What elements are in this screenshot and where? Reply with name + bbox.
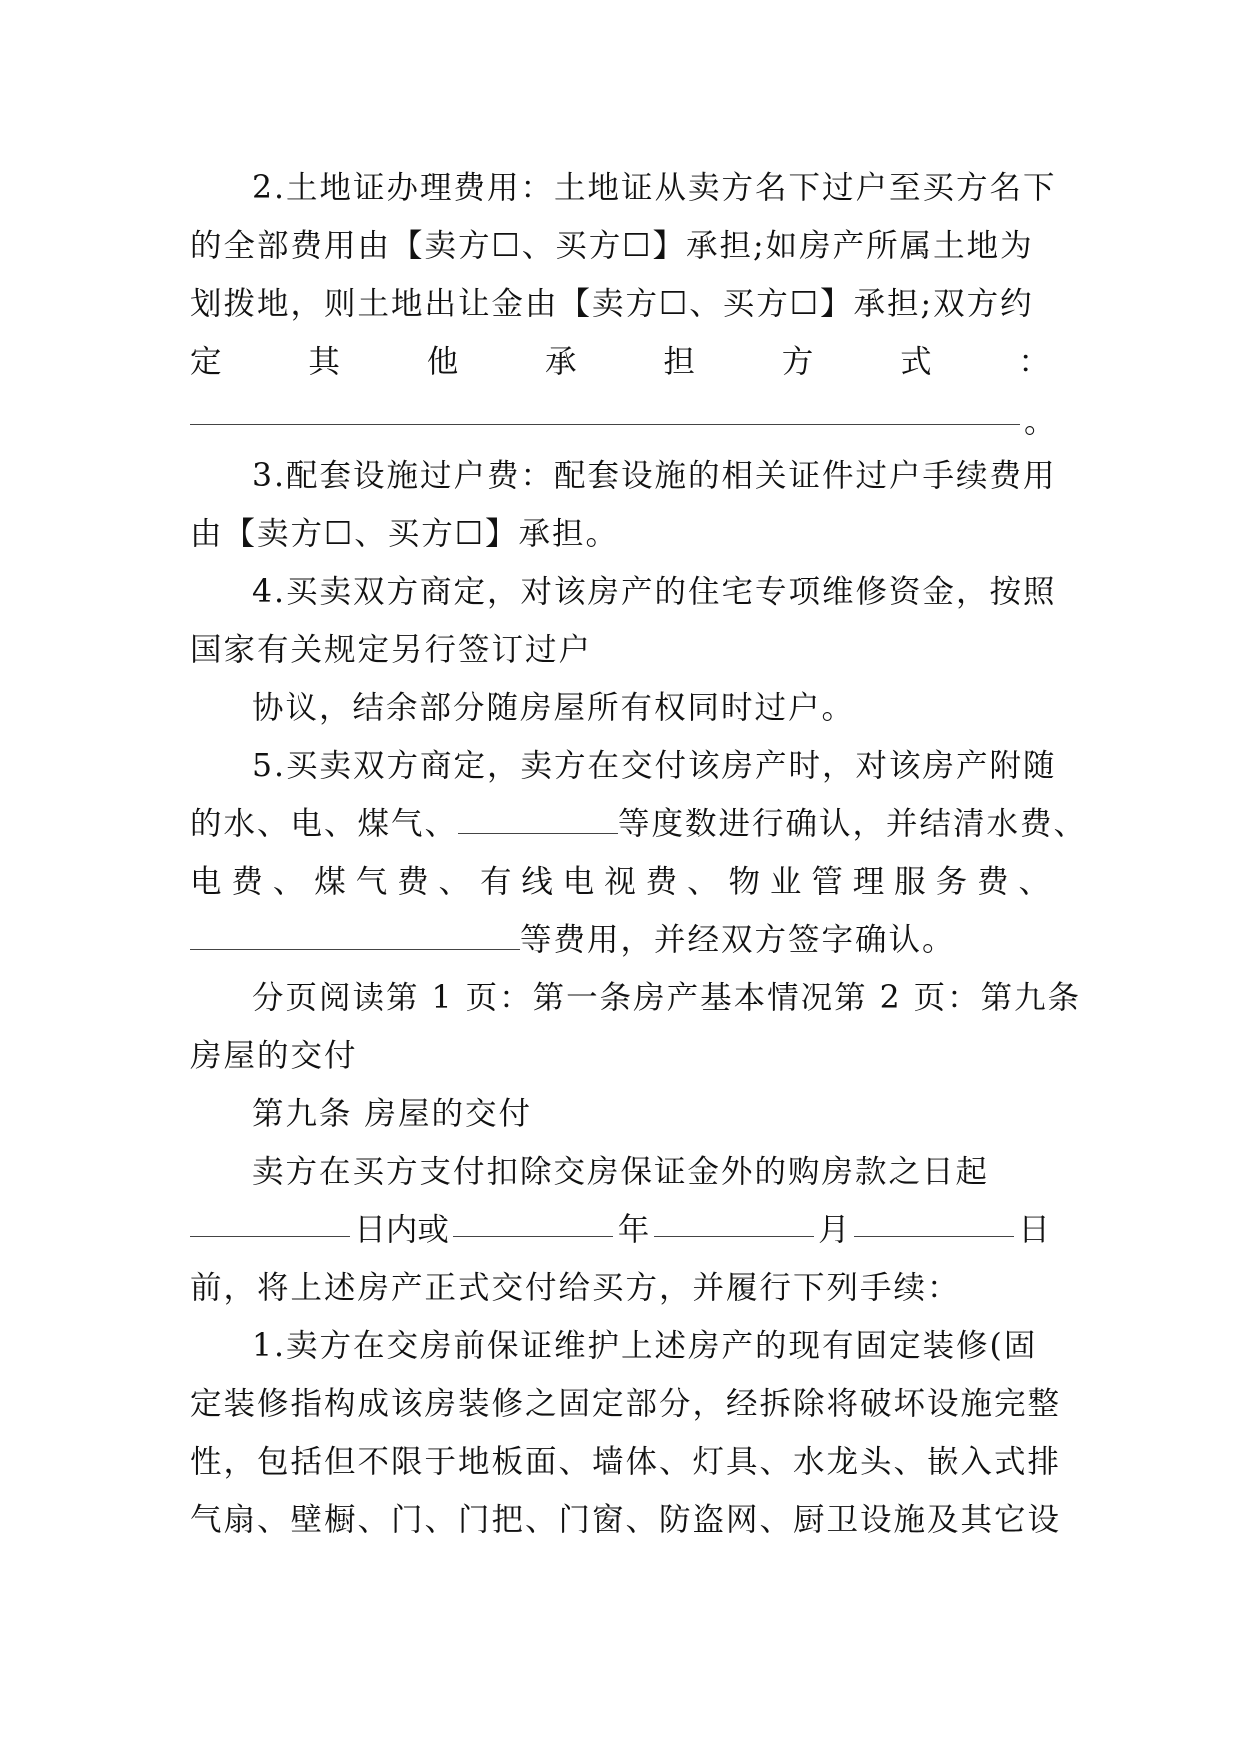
p5-line-3-char: 物 [728, 864, 760, 900]
p5-line-3-char: 、 [438, 864, 471, 900]
art9-l2-w2: 年 [617, 1212, 650, 1248]
p2-line-5-end: 。 [1024, 404, 1056, 440]
item1-line-4: 气扇、壁橱、门、门把、门窗、防盗网、厨卫设施及其它设 [190, 1502, 1062, 1538]
month-blank [654, 1210, 814, 1237]
p2-line-4-char: ： [1018, 344, 1050, 380]
p5-line-3-char: 线 [521, 864, 553, 900]
p2-line-4-char: 承 [545, 344, 577, 380]
p5-line-3-char: 费 [645, 864, 678, 900]
p2-line-4-char: 他 [426, 344, 459, 380]
p2-line-4-char: 方 [781, 344, 814, 380]
p5-line-3-char: 务 [935, 864, 968, 900]
days-blank [190, 1210, 350, 1237]
art9-line-1: 卖方在买方支付扣除交房保证金外的购房款之日起 [252, 1154, 990, 1190]
p5-line-3 [190, 862, 1050, 902]
p5-line-3-char: 、 [272, 864, 305, 900]
p5-line-3-char: 理 [852, 864, 885, 900]
p4-line-2: 国家有关规定另行签订过户 [190, 632, 593, 668]
p2-line-4-char: 担 [663, 344, 695, 380]
p2-fill-blank [190, 424, 1020, 425]
p5-line-2b: 等度数进行确认，并结清水费、 [618, 806, 1088, 842]
year-blank [453, 1210, 613, 1237]
day-blank [854, 1210, 1014, 1237]
art9-line-2 [190, 1210, 1050, 1250]
art9-l2-w3: 月 [818, 1212, 850, 1248]
article-9-title: 第九条 房屋的交付 [252, 1096, 533, 1132]
p5-line-4-text: 等费用，并经双方签字确认。 [520, 922, 956, 958]
p5-line-3-char: 煤 [314, 864, 346, 900]
item1-line-2: 定装修指构成该房装修之固定部分，经拆除将破坏设施完整 [190, 1386, 1062, 1422]
p2-line-2: 的全部费用由【卖方☐、买方☐】承担;如房产所属土地为 [190, 228, 1034, 264]
p5-line-3-char: 管 [811, 864, 843, 900]
p2-line-4-char: 其 [308, 344, 340, 380]
fee-blank [190, 923, 520, 950]
p4-line-1: 4.买卖双方商定，对该房产的住宅专项维修资金，按照 [252, 574, 1057, 610]
p3-line-2: 由【卖方☐、买方☐】承担。 [190, 516, 619, 552]
p5-line-3-char: 业 [769, 864, 802, 900]
page-nav-line-1: 分页阅读第 1 页：第一条房产基本情况第 2 页：第九条 [252, 980, 1082, 1016]
p4-line-3: 协议，结余部分随房屋所有权同时过户。 [252, 690, 856, 726]
art9-l2-w4: 日 [1018, 1212, 1050, 1248]
p2-line-1: 2.土地证办理费用：土地证从卖方名下过户至买方名下 [252, 170, 1057, 206]
p5-line-3-char: 电 [190, 864, 222, 900]
page-nav-line-2: 房屋的交付 [190, 1038, 358, 1074]
p2-line-3: 划拨地，则土地出让金由【卖方☐、买方☐】承担;双方约 [190, 286, 1034, 322]
p5-line-3-char: 、 [687, 864, 719, 900]
p5-line-3-char: 有 [479, 864, 512, 900]
item1-line-3: 性，包括但不限于地板面、墙体、灯具、水龙头、嵌入式排 [190, 1444, 1062, 1480]
p5-line-3-char: 费 [397, 864, 429, 900]
p5-line-3-char: 服 [894, 864, 926, 900]
p5-line-2 [190, 804, 1088, 844]
item1-line-1: 1.卖方在交房前保证维护上述房产的现有固定装修(固 [252, 1328, 1038, 1364]
p5-line-2a: 的水、电、煤气、 [190, 806, 459, 842]
p5-line-1: 5.买卖双方商定，卖方在交付该房产时，对该房产附随 [252, 748, 1057, 784]
p3-line-1: 3.配套设施过户费：配套设施的相关证件过户手续费用 [252, 458, 1057, 494]
p5-line-3-char: 视 [604, 864, 636, 900]
art9-l2-w1: 日内或 [354, 1212, 449, 1248]
p5-line-3-char: 气 [355, 864, 388, 900]
p5-line-3-char: 电 [562, 864, 595, 900]
p2-line-4-char: 定 [190, 344, 222, 380]
p5-line-3-char: 、 [1018, 864, 1050, 900]
p5-line-3-char: 费 [231, 864, 263, 900]
p2-line-4 [190, 342, 1050, 382]
p5-line-4 [190, 920, 1050, 960]
p2-line-4-char: 式 [900, 344, 932, 380]
art9-line-3: 前，将上述房产正式交付给买方，并履行下列手续： [190, 1270, 961, 1306]
meter-blank [458, 807, 618, 834]
p5-line-3-char: 费 [977, 864, 1009, 900]
